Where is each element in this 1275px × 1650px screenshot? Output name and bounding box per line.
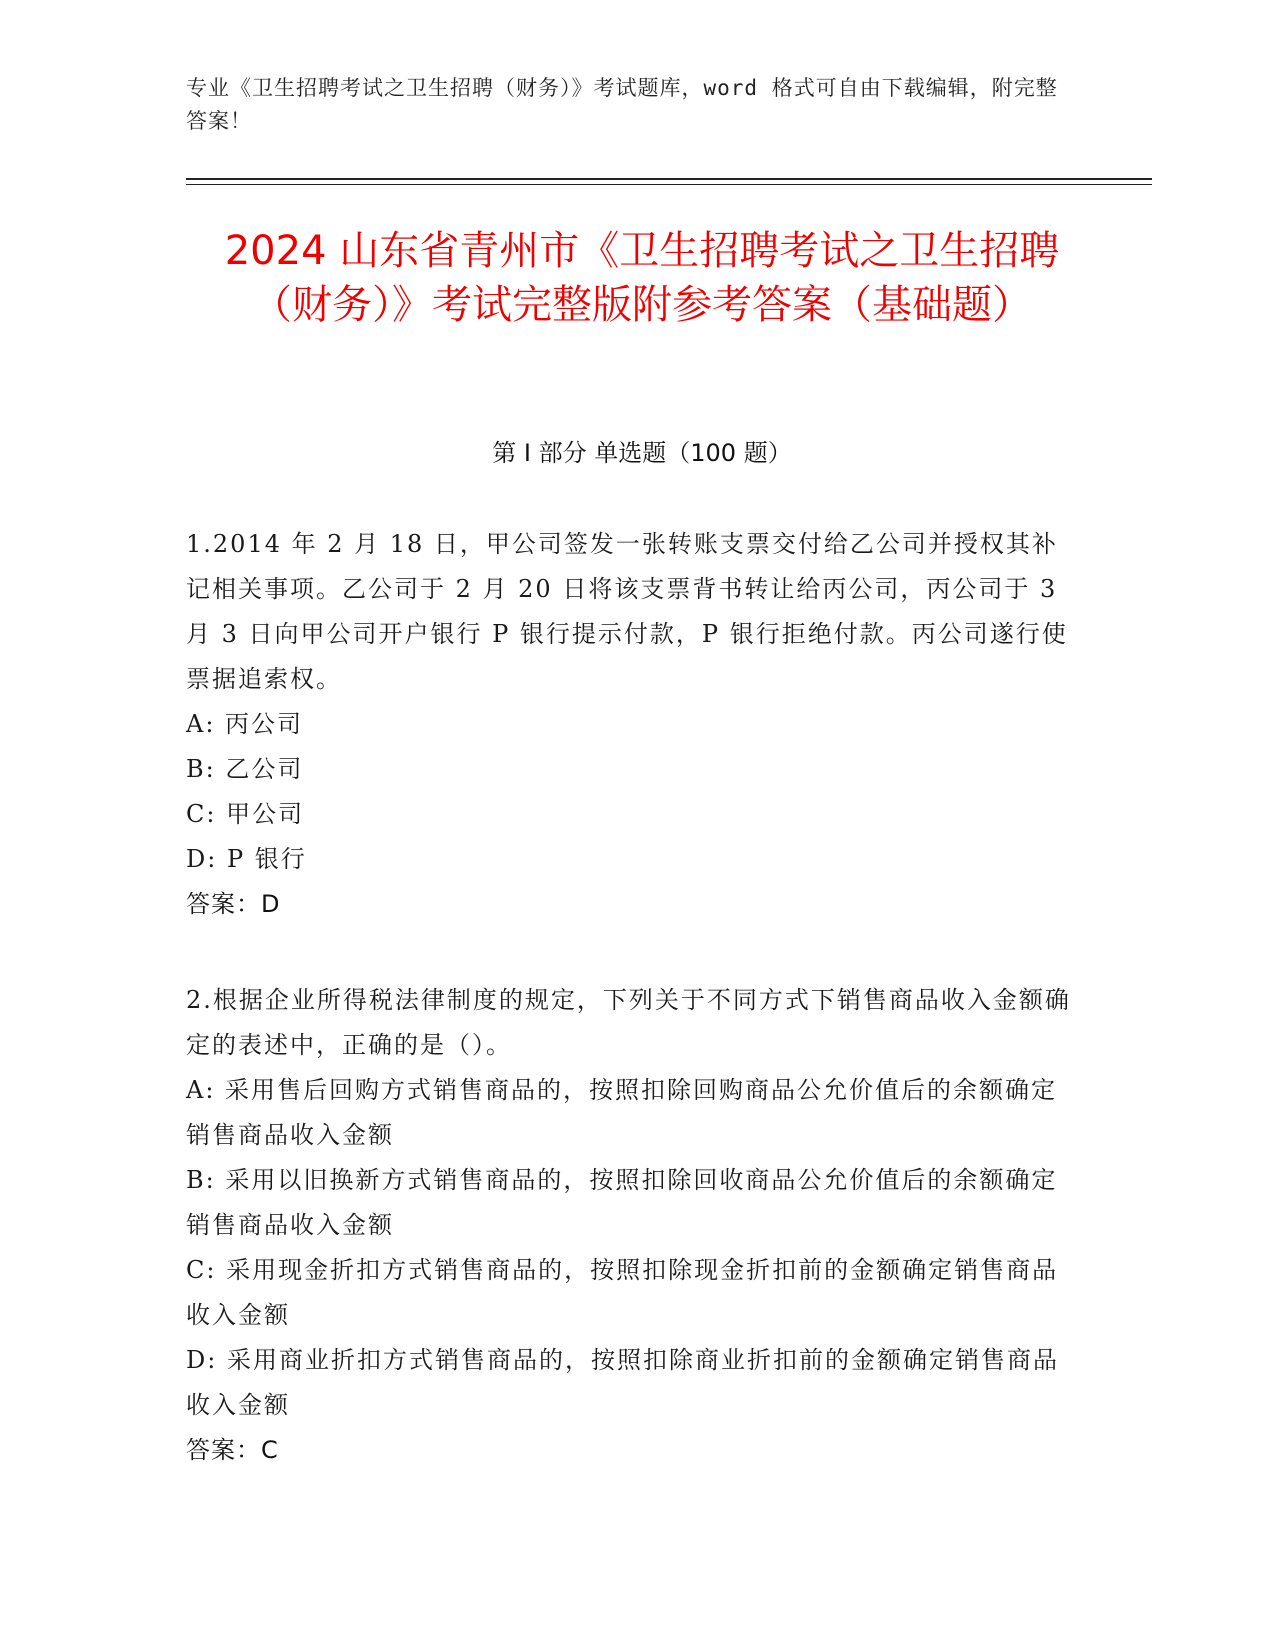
answer: 答案：D (186, 890, 281, 918)
option-d: D: P 银行 (186, 845, 307, 873)
option-a: A: 丙公司 (186, 710, 304, 738)
option-d: D: 采用商业折扣方式销售商品的，按照扣除商业折扣前的金额确定销售商品收入金额 (186, 1346, 1059, 1419)
section-title: 第 I 部分 单选题（100 题） (492, 439, 792, 467)
option-b: B: 采用以旧换新方式销售商品的，按照扣除回收商品公允价值后的余额确定销售商品收入金额 (186, 1166, 1058, 1239)
header-divider-top (186, 178, 1152, 180)
question-1 (186, 522, 1076, 927)
option-a: A: 采用售后回购方式销售商品的，按照扣除回购商品公允价值后的余额确定销售商品收入金额 (186, 1076, 1058, 1149)
question-stem: 2.根据企业所得税法律制度的规定，下列关于不同方式下销售商品收入金额确定的表述中，正确的是（）。 (186, 986, 1071, 1059)
answer: 答案：C (186, 1436, 279, 1464)
option-b: B: 乙公司 (186, 755, 304, 783)
header-note: 专业《卫生招聘考试之卫生招聘（财务）》考试题库，word 格式可自由下载编辑，附完整答案！ (186, 76, 1058, 133)
question-2 (186, 978, 1076, 1473)
question-stem: 1.2014 年 2 月 18 日，甲公司签发一张转账支票交付给乙公司并授权其补记相关事项。乙公司于 2 月 20 日将该支票背书转让给丙公司，丙公司于 3 月 3 日向甲公司开户银行 P 银行提示付款，P 银行拒绝付款。丙公司遂行使票据追索权。 (186, 530, 1068, 693)
header-divider-bottom (186, 184, 1152, 185)
document-title: 2024 山东省青州市《卫生招聘考试之卫生招聘（财务）》考试完整版附参考答案（基础题） (224, 228, 1060, 328)
option-c: C: 甲公司 (186, 800, 305, 828)
option-c: C: 采用现金折扣方式销售商品的，按照扣除现金折扣前的金额确定销售商品收入金额 (186, 1256, 1059, 1329)
